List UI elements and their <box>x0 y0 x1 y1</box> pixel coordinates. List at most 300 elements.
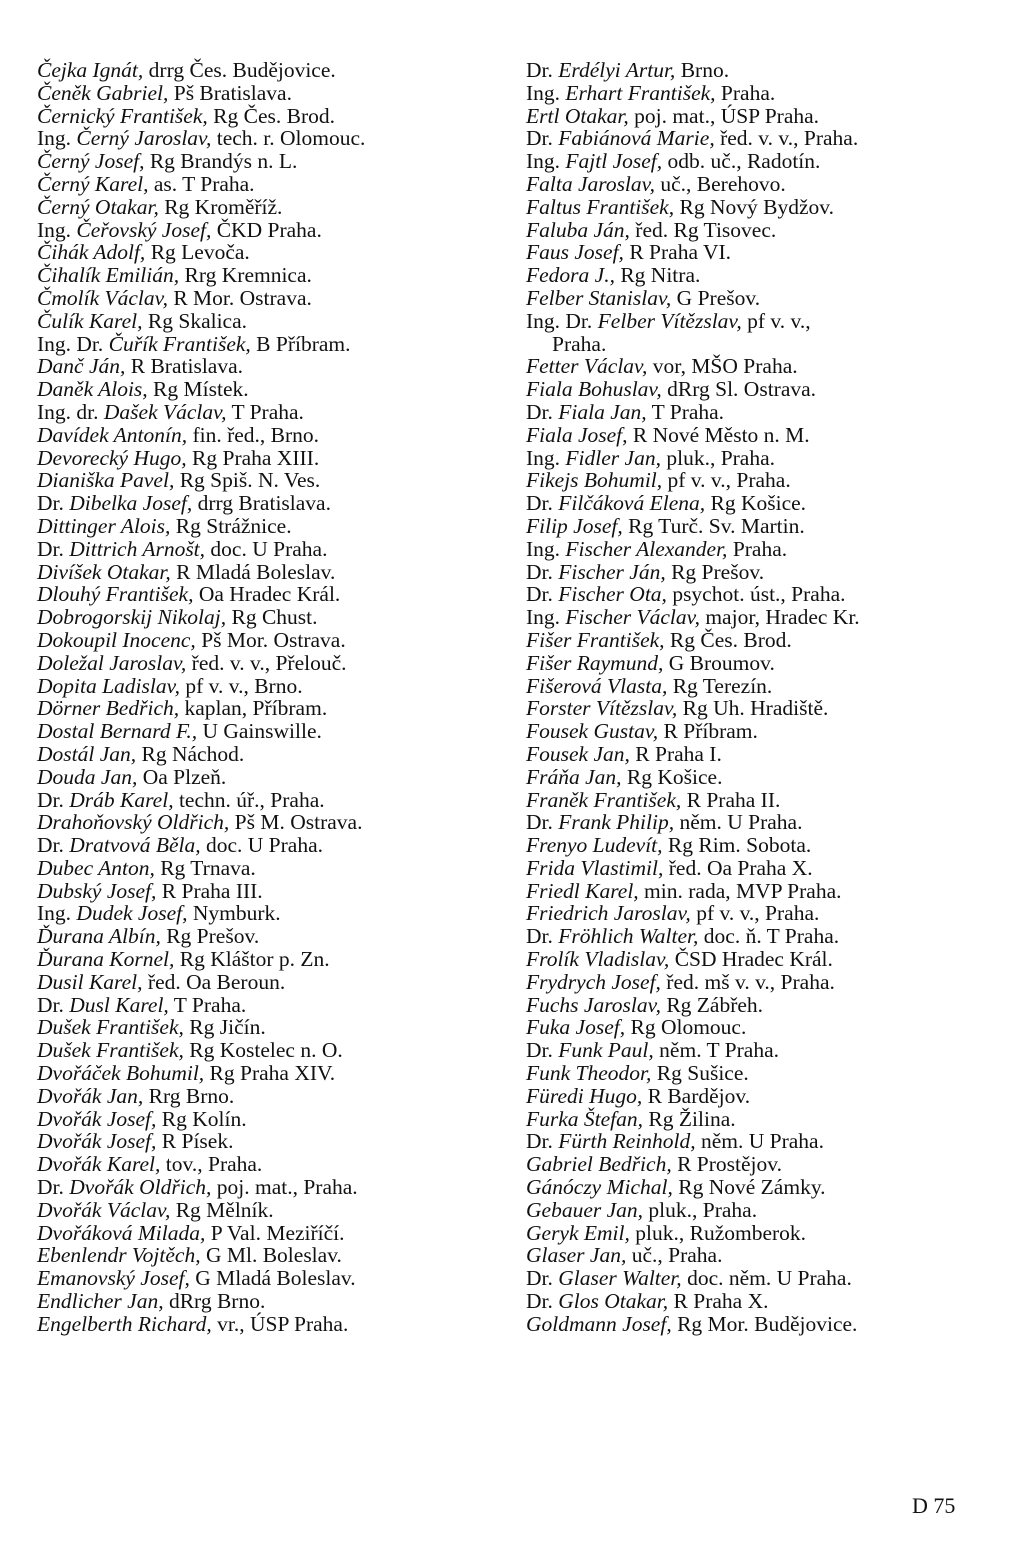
directory-entry <box>526 492 1006 515</box>
entry-name: Dvořák Josef, <box>37 1106 157 1131</box>
entry-name: Dubec Anton, <box>37 855 155 880</box>
entry-name: Dokoupil Inocenc, <box>37 627 196 652</box>
entry-detail: pf v. v., Brno. <box>179 673 303 698</box>
entry-detail: Rrg Kremnica. <box>179 263 312 288</box>
entry-detail: pluk., Praha. <box>660 445 776 470</box>
entry-detail: major, Hradec Kr. <box>699 605 860 630</box>
entry-name: Fousek Gustav, <box>526 719 659 744</box>
entry-name: Dusil Karel, <box>37 969 143 994</box>
directory-entry <box>37 1016 515 1039</box>
entry-detail: Rg Sušice. <box>651 1061 749 1086</box>
entry-detail: Brno. <box>675 58 730 82</box>
entry-detail: Rg Praha XIII. <box>186 445 320 470</box>
entry-name: Dudek Josef, <box>76 901 188 926</box>
entry-title: Ing. <box>526 149 566 174</box>
directory-entry <box>37 1062 515 1085</box>
directory-entry <box>526 834 1006 857</box>
entry-name: Fajtl Josef, <box>565 149 663 174</box>
entry-detail: G Broumov. <box>663 650 775 675</box>
entry-name: Fikejs Bohumil, <box>526 468 663 493</box>
entry-name: Dvořák Oldřich, <box>69 1175 212 1200</box>
entry-name: Dušek František, <box>37 1038 184 1063</box>
directory-entry <box>37 355 515 378</box>
entry-name: Fischer Ota, <box>558 582 667 607</box>
entry-detail: G Ml. Boleslav. <box>200 1243 342 1268</box>
entry-detail: Pš Bratislava. <box>168 80 292 105</box>
entry-name: Douda Jan, <box>37 764 138 789</box>
entry-name: Dianiška Pavel, <box>37 468 175 493</box>
entry-detail: Rg Skalica. <box>142 308 248 333</box>
entry-name: Dvořáková Milada, <box>37 1220 206 1245</box>
entry-title: Ing. <box>37 126 77 151</box>
directory-entry <box>37 857 515 880</box>
entry-title: Dr. <box>526 582 559 607</box>
entry-detail: pf v. v., <box>741 308 811 333</box>
entry-detail: drrg Čes. Budějovice. <box>143 58 336 82</box>
entry-detail: uč., Praha. <box>626 1243 723 1268</box>
directory-entry <box>526 697 1006 720</box>
entry-name: Černický František, <box>37 103 208 128</box>
entry-name: Dvořák Jan, <box>37 1083 144 1108</box>
entry-title: Dr. <box>37 787 70 812</box>
entry-detail: doc. něm. U Praha. <box>681 1266 852 1291</box>
directory-entry <box>37 1039 515 1062</box>
directory-entry <box>37 1176 515 1199</box>
directory-entry <box>37 834 515 857</box>
entry-detail: Rg Košice. <box>621 764 723 789</box>
entry-name: Glos Otakar, <box>558 1289 669 1314</box>
entry-detail: ČKD Praha. <box>211 217 322 242</box>
directory-entry <box>37 1199 515 1222</box>
entry-detail: Rg Rim. Sobota. <box>662 833 812 858</box>
entry-detail: pluk., Praha. <box>643 1197 758 1222</box>
entry-title: Ing. <box>37 901 77 926</box>
entry-detail: Oa Hradec Král. <box>193 582 341 607</box>
entry-name: Fischer Alexander, <box>565 536 728 561</box>
entry-name: Frolík Vladislav, <box>526 947 670 972</box>
entry-detail: techn. úř., Praha. <box>173 787 325 812</box>
entry-name: Filčáková Elena, <box>558 491 706 516</box>
entry-name: Felber Stanislav, <box>526 285 672 310</box>
directory-entry <box>37 150 515 173</box>
directory-entry <box>526 378 1006 401</box>
entry-name: Devorecký Hugo, <box>37 445 187 470</box>
entry-detail: dRrg Sl. Ostrava. <box>661 377 817 402</box>
entry-detail: poj. mat., Praha. <box>211 1175 358 1200</box>
directory-entry <box>526 127 1006 150</box>
directory-entry <box>37 629 515 652</box>
entry-detail: Praha. <box>727 536 788 561</box>
directory-entry <box>526 82 1006 105</box>
entry-name: Dratvová Běla, <box>69 833 201 858</box>
entry-name: Čeřovský Josef, <box>76 217 212 242</box>
entry-name: Forster Vítězslav, <box>526 696 678 721</box>
entry-name: Fedora J., <box>526 263 615 288</box>
entry-detail: R Bratislava. <box>125 354 244 379</box>
entry-name: Fuka Josef, <box>526 1015 626 1040</box>
entry-name: Dašek Václav, <box>103 399 227 424</box>
entry-name: Fabiánová Marie, <box>558 126 715 151</box>
directory-entry <box>526 447 1006 470</box>
entry-detail: Pš M. Ostrava. <box>229 810 363 835</box>
entry-title: Dr. <box>526 491 559 516</box>
directory-entry <box>526 219 1006 242</box>
entry-detail: Rg Mor. Budějovice. <box>671 1311 858 1336</box>
directory-entry <box>37 173 515 196</box>
entry-detail: min. rada, MVP Praha. <box>638 878 842 903</box>
entry-title: Dr. <box>37 833 70 858</box>
entry-name: Dittinger Alois, <box>37 513 171 538</box>
directory-entry <box>526 538 1006 561</box>
entry-detail: řed. Oa Praha X. <box>663 855 813 880</box>
entry-detail: Rg Terezín. <box>667 673 773 698</box>
entry-detail: R Praha VI. <box>623 240 732 265</box>
directory-entry <box>37 925 515 948</box>
entry-detail: R Praha II. <box>681 787 781 812</box>
entry-name: Dráb Karel, <box>69 787 174 812</box>
entry-detail: řed. mš v. v., Praha. <box>660 969 835 994</box>
directory-entry <box>526 720 1006 743</box>
directory-entry <box>37 971 515 994</box>
entry-detail: Rrg Brno. <box>143 1083 235 1108</box>
directory-entry <box>526 561 1006 584</box>
entry-name: Goldmann Josef, <box>526 1311 672 1336</box>
entry-detail: Rg Levoča. <box>145 240 250 265</box>
directory-entry <box>37 127 515 150</box>
entry-detail: Rg Uh. Hradiště. <box>677 696 829 721</box>
directory-entry <box>37 219 515 242</box>
entry-detail: tech. r. Olomouc. <box>211 126 366 151</box>
entry-detail: řed. v. v., Přelouč. <box>186 650 347 675</box>
entry-detail: Rg Kolín. <box>156 1106 247 1131</box>
entry-name: Fišer Raymund, <box>526 650 664 675</box>
entry-name: Erdélyi Artur, <box>558 58 676 82</box>
entry-detail: R Bardějov. <box>642 1083 751 1108</box>
entry-detail: Rg Praha XIV. <box>204 1061 336 1086</box>
entry-name: Čihalík Emilián, <box>37 263 180 288</box>
entry-name: Ďurana Kornel, <box>37 947 175 972</box>
entry-detail: Rg Jičín. <box>183 1015 266 1040</box>
entry-name: Emanovský Josef, <box>37 1266 190 1291</box>
entry-detail: Rg Náchod. <box>136 741 245 766</box>
entry-detail: R Mladá Boleslav. <box>170 559 336 584</box>
entry-detail: Oa Plzeň. <box>137 764 227 789</box>
entry-name: Fiala Jan, <box>558 399 647 424</box>
directory-entry <box>37 880 515 903</box>
entry-detail: U Gainswille. <box>197 719 322 744</box>
entry-name: Furka Štefan, <box>526 1106 644 1131</box>
directory-entry <box>526 766 1006 789</box>
entry-name: Dörner Bedřich, <box>37 696 180 721</box>
entry-name: Fröhlich Walter, <box>558 924 699 949</box>
entry-name: Dostal Bernard F., <box>37 719 198 744</box>
right-column <box>526 59 1006 1336</box>
directory-entry <box>526 789 1006 812</box>
entry-detail: Rg Prešov. <box>160 924 260 949</box>
directory-entry <box>526 1222 1006 1245</box>
directory-entry <box>37 333 515 356</box>
directory-entry <box>37 606 515 629</box>
directory-entry <box>526 1313 1006 1336</box>
directory-entry <box>37 583 515 606</box>
entry-title: Dr. <box>526 1289 559 1314</box>
directory-entry <box>37 1267 515 1290</box>
entry-name: Doležal Jaroslav, <box>37 650 187 675</box>
directory-entry <box>526 310 1006 333</box>
directory-entry <box>526 515 1006 538</box>
directory-entry <box>526 1130 1006 1153</box>
entry-name: Felber Vítězslav, <box>597 308 742 333</box>
entry-detail: G Mladá Boleslav. <box>189 1266 356 1291</box>
entry-name: Gabriel Bedřich, <box>526 1152 672 1177</box>
directory-entry <box>37 82 515 105</box>
directory-entry <box>526 971 1006 994</box>
directory-entry <box>526 469 1006 492</box>
entry-detail: psychot. úst., Praha. <box>666 582 846 607</box>
entry-detail: doc. ň. T Praha. <box>698 924 840 949</box>
entry-name: Divíšek Otakar, <box>37 559 171 584</box>
directory-entry <box>37 766 515 789</box>
entry-name: Faus Josef, <box>526 240 624 265</box>
entry-name: Filip Josef, <box>526 513 623 538</box>
entry-name: Fidler Jan, <box>565 445 661 470</box>
entry-title: Dr. <box>526 924 559 949</box>
entry-detail: Rg Místek. <box>147 377 249 402</box>
entry-name: Falta Jaroslav, <box>526 171 655 196</box>
entry-name: Faltus František, <box>526 194 675 219</box>
directory-entry <box>37 902 515 925</box>
directory-entry <box>526 333 1006 356</box>
entry-name: Fiala Josef, <box>526 422 628 447</box>
directory-entry <box>526 1290 1006 1313</box>
directory-entry <box>37 1130 515 1153</box>
entry-detail: Rg Košice. <box>705 491 807 516</box>
directory-entry <box>37 652 515 675</box>
directory-entry <box>526 1016 1006 1039</box>
page-number: D 75 <box>912 1493 956 1518</box>
directory-entry <box>37 1108 515 1131</box>
entry-detail: B Příbram. <box>250 331 351 356</box>
entry-detail: R Praha X. <box>668 1289 769 1314</box>
entry-name: Ebenlendr Vojtěch, <box>37 1243 201 1268</box>
entry-name: Dvořák Josef, <box>37 1129 157 1154</box>
entry-detail: odb. uč., Radotín. <box>662 149 821 174</box>
directory-entry <box>526 355 1006 378</box>
entry-detail: pf v. v., Praha. <box>690 901 820 926</box>
entry-name: Daněk Alois, <box>37 377 148 402</box>
entry-detail: Rg Nitra. <box>614 263 701 288</box>
directory-entry <box>37 105 515 128</box>
directory-entry <box>526 583 1006 606</box>
entry-detail: Rg Nové Zámky. <box>672 1175 826 1200</box>
directory-entry <box>526 675 1006 698</box>
directory-entry <box>37 447 515 470</box>
entry-detail: T Praha. <box>646 399 725 424</box>
entry-detail: Praha. <box>715 80 776 105</box>
entry-name: Čuřík František, <box>108 331 251 356</box>
entry-name: Čejka Ignát, <box>37 58 144 82</box>
directory-entry <box>526 743 1006 766</box>
directory-entry <box>526 241 1006 264</box>
entry-detail: Rg Čes. Brod. <box>207 103 335 128</box>
entry-detail: Rg Chust. <box>226 605 318 630</box>
directory-entry <box>526 150 1006 173</box>
entry-name: Dvořák Václav, <box>37 1197 171 1222</box>
entry-detail: T Praha. <box>168 992 247 1017</box>
entry-name: Čihák Adolf, <box>37 240 146 265</box>
directory-entry <box>526 652 1006 675</box>
directory-entry <box>37 310 515 333</box>
entry-name: Ertl Otakar, <box>526 103 629 128</box>
entry-name: Gánóczy Michal, <box>526 1175 673 1200</box>
entry-detail: poj. mat., ÚSP Praha. <box>628 103 820 128</box>
directory-entry <box>37 743 515 766</box>
entry-title: Ing. <box>526 605 566 630</box>
entry-title: Ing. Dr. <box>37 331 109 356</box>
entry-title: Dr. <box>526 1266 559 1291</box>
entry-title: Dr. <box>37 491 70 516</box>
directory-entry <box>37 59 515 82</box>
entry-name: Frenyo Ludevít, <box>526 833 663 858</box>
entry-detail: Rg Mělník. <box>170 1197 274 1222</box>
entry-name: Endlicher Jan, <box>37 1289 164 1314</box>
directory-entry <box>37 811 515 834</box>
entry-detail: Nymburk. <box>187 901 281 926</box>
entry-title: Ing. <box>526 445 566 470</box>
entry-title: Ing. dr. <box>37 399 104 424</box>
entry-detail: pf v. v., Praha. <box>662 468 791 493</box>
entry-name: Černý Josef, <box>37 149 145 174</box>
entry-name: Černý Karel, <box>37 171 149 196</box>
entry-title: Ing. <box>37 217 77 242</box>
entry-name: Fischer Václav, <box>565 605 700 630</box>
entry-detail: Rg Žilina. <box>643 1106 736 1131</box>
entry-title: Ing. <box>526 536 566 561</box>
directory-entry <box>526 424 1006 447</box>
entry-name: Drahoňovský Oldřich, <box>37 810 230 835</box>
entry-name: Frank Philip, <box>558 810 675 835</box>
directory-entry <box>526 1153 1006 1176</box>
entry-detail: R Prostějov. <box>671 1152 782 1177</box>
entry-name: Glaser Walter, <box>558 1266 682 1291</box>
directory-entry <box>37 948 515 971</box>
entry-detail: doc. U Praha. <box>205 536 328 561</box>
entry-detail: Rg Nový Bydžov. <box>674 194 834 219</box>
entry-name: Fuchs Jaroslav, <box>526 992 661 1017</box>
entry-name: Černý Otakar, <box>37 194 159 219</box>
entry-detail: Rg Zábřeh. <box>660 992 764 1017</box>
entry-name: Funk Theodor, <box>526 1061 652 1086</box>
entry-title: Dr. <box>37 992 70 1017</box>
directory-entry <box>37 561 515 584</box>
entry-name: Füredi Hugo, <box>526 1083 643 1108</box>
entry-detail: uč., Berehovo. <box>654 171 786 196</box>
entry-detail: pluk., Ružomberok. <box>629 1220 807 1245</box>
entry-name: Gebauer Jan, <box>526 1197 644 1222</box>
directory-entry <box>526 1039 1006 1062</box>
entry-name: Čulík Karel, <box>37 308 143 333</box>
entry-name: Faluba Ján, <box>526 217 630 242</box>
entry-name: Franěk František, <box>526 787 682 812</box>
directory-entry <box>37 1244 515 1267</box>
directory-entry <box>526 1244 1006 1267</box>
directory-entry <box>526 1085 1006 1108</box>
directory-entry <box>526 1062 1006 1085</box>
directory-entry <box>526 1176 1006 1199</box>
entry-name: Fischer Ján, <box>558 559 666 584</box>
entry-detail: Rg Brandýs n. L. <box>144 149 298 174</box>
entry-detail: R Písek. <box>156 1129 234 1154</box>
entry-name: Fürth Reinhold, <box>558 1129 696 1154</box>
entry-name: Erhart František, <box>565 80 716 105</box>
entry-detail: vr., ÚSP Praha. <box>211 1311 349 1336</box>
entry-name: Fišerová Vlasta, <box>526 673 668 698</box>
entry-detail: řed. Rg Tisovec. <box>629 217 777 242</box>
directory-entry <box>526 173 1006 196</box>
entry-detail: něm. U Praha. <box>674 810 803 835</box>
directory-entry <box>526 948 1006 971</box>
entry-detail: Rg Kláštor p. Zn. <box>174 947 330 972</box>
entry-detail: tov., Praha. <box>160 1152 263 1177</box>
entry-name: Glaser Jan, <box>526 1243 627 1268</box>
directory-entry <box>526 196 1006 219</box>
entry-detail: řed. Oa Beroun. <box>142 969 286 994</box>
directory-entry <box>526 1108 1006 1131</box>
directory-entry <box>526 287 1006 310</box>
directory-entry <box>37 196 515 219</box>
directory-entry <box>37 287 515 310</box>
entry-detail: řed. v. v., Praha. <box>714 126 859 151</box>
entry-name: Fiala Bohuslav, <box>526 377 662 402</box>
entry-detail: drrg Bratislava. <box>192 491 331 516</box>
entry-title: Dr. <box>526 559 559 584</box>
entry-name: Dlouhý František, <box>37 582 194 607</box>
entry-name: Friedl Karel, <box>526 878 639 903</box>
entry-detail: Rg Kostelec n. O. <box>183 1038 343 1063</box>
directory-entry <box>526 857 1006 880</box>
entry-title: Dr. <box>37 536 70 561</box>
entry-name: Dvořáček Bohumil, <box>37 1061 205 1086</box>
directory-entry <box>37 789 515 812</box>
entry-name: Danč Ján, <box>37 354 126 379</box>
entry-name: Fráňa Jan, <box>526 764 622 789</box>
entry-detail: Rg Strážnice. <box>170 513 292 538</box>
directory-entry <box>526 59 1006 82</box>
entry-name: Frida Vlastimil, <box>526 855 664 880</box>
entry-name: Engelberth Richard, <box>37 1311 212 1336</box>
entry-detail: ČSD Hradec Král. <box>669 947 833 972</box>
entry-detail: R Praha III. <box>156 878 263 903</box>
entry-title: Ing. Dr. <box>526 308 598 333</box>
entry-name: Dušek František, <box>37 1015 184 1040</box>
entry-detail: as. T Praha. <box>148 171 255 196</box>
directory-entry <box>37 1290 515 1313</box>
entry-title: Dr. <box>526 58 559 82</box>
entry-title: Dr. <box>526 126 559 151</box>
entry-name: Funk Paul, <box>558 1038 654 1063</box>
entry-title: Dr. <box>37 1175 70 1200</box>
entry-detail: P Val. Meziříčí. <box>205 1220 345 1245</box>
directory-entry <box>526 606 1006 629</box>
directory-entry <box>37 264 515 287</box>
directory-entry <box>526 264 1006 287</box>
entry-name: Čeněk Gabriel, <box>37 80 169 105</box>
directory-entry <box>526 925 1006 948</box>
directory-entry <box>37 515 515 538</box>
directory-entry <box>37 241 515 264</box>
directory-entry <box>37 401 515 424</box>
entry-name: Dubský Josef, <box>37 878 157 903</box>
